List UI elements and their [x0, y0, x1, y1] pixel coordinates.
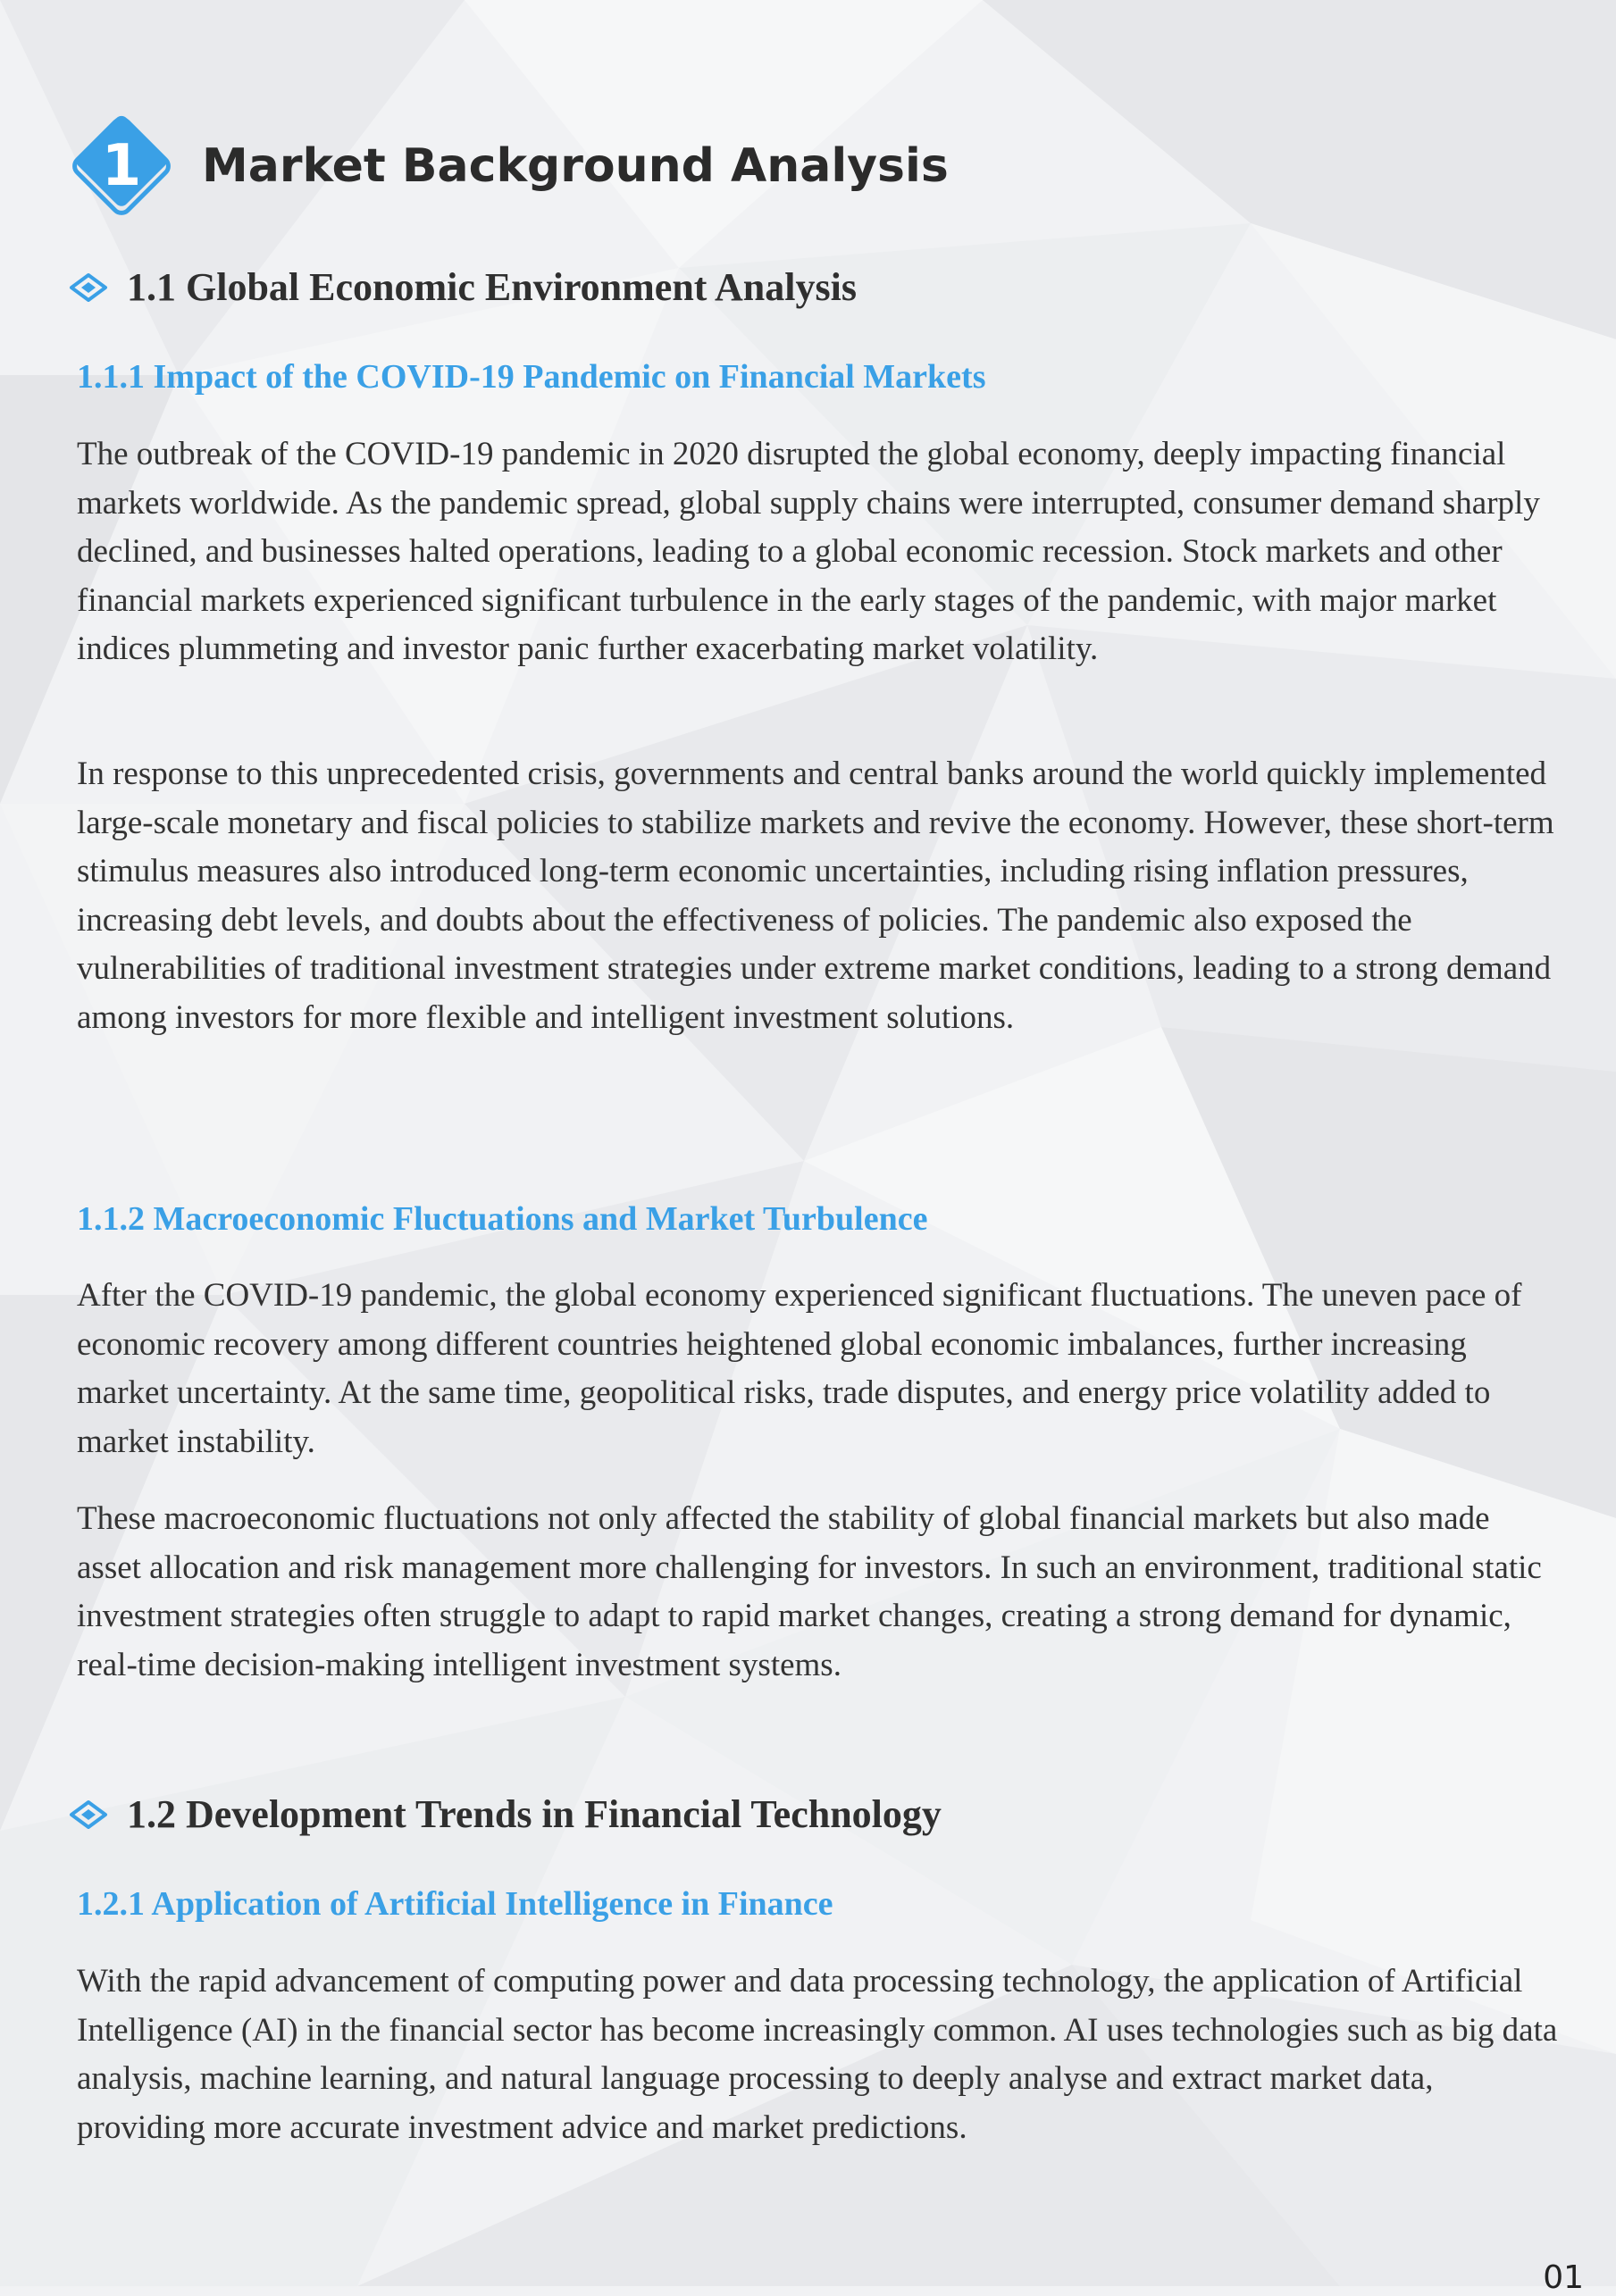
- paragraph: With the rapid advancement of computing power and data processing technology, the application of Artificial Intelligence (AI) in the financial sector has become increasingly common. AI uses technologies such as big data analysis, machine learning, and natural language processing to deeply analyse and extract market data, providing more accurate investment advice and market predictions.: [77, 1963, 1558, 2146]
- section-heading: [68, 264, 857, 310]
- subsection-title: 1.1.1 Impact of the COVID-19 Pandemic on Financial Markets: [77, 358, 986, 396]
- page-number: 01: [1543, 2259, 1584, 2296]
- paragraph: The outbreak of the COVID-19 pandemic in 2020 disrupted the global economy, deeply impacting financial markets worldwide. As the pandemic spread, global supply chains were interrupted, consumer demand sharply declined, and businesses halted operations, leading to a global economic recession. Stock markets and other financial markets experienced significant turbulence in the early stages of the pandemic, with major market indices plummeting and investor panic further exacerbating market volatility.: [77, 436, 1540, 667]
- paragraph: These macroeconomic fluctuations not only affected the stability of global financial markets but also made asset allocation and risk management more challenging for investors. In such an environment, traditional static investment strategies often struggle to adapt to rapid market changes, creating a strong demand for dynamic, real-time decision-making intelligent investment systems.: [77, 1500, 1542, 1683]
- subsection-title: 1.1.2 Macroeconomic Fluctuations and Market Turbulence: [77, 1200, 928, 1238]
- paragraph: In response to this unprecedented crisis, governments and central banks around the world quickly implemented large-scale monetary and fiscal policies to stabilize markets and revive the economy. However, these short-term stimulus measures also introduced long-term economic uncertainties, including rising inflation pressures, increasing debt levels, and doubts about the effectiveness of policies. The pandemic also exposed the vulnerabilities of traditional investment strategies under extreme market conditions, leading to a strong demand among investors for more flexible and intelligent investment solutions.: [77, 756, 1554, 1036]
- subsection-title: 1.2.1 Application of Artificial Intelligence in Finance: [77, 1885, 833, 1923]
- chapter-number: 1: [101, 133, 142, 199]
- diamond-gem-icon: [68, 272, 109, 303]
- diamond-gem-icon: [68, 1799, 109, 1830]
- chapter-number-badge: [59, 104, 184, 229]
- chapter-title: Market Background Analysis: [202, 139, 949, 193]
- chapter-header: [59, 104, 949, 229]
- section-title: 1.2 Development Trends in Financial Technology: [127, 1792, 942, 1836]
- section-title: 1.1 Global Economic Environment Analysis: [127, 265, 857, 309]
- section-heading: [68, 1791, 942, 1837]
- paragraph: After the COVID-19 pandemic, the global economy experienced significant fluctuations. The uneven pace of economic recovery among different countries heightened global economic imbalances, further increasing market uncertainty. At the same time, geopolitical risks, trade disputes, and energy price volatility added to market instability.: [77, 1277, 1522, 1460]
